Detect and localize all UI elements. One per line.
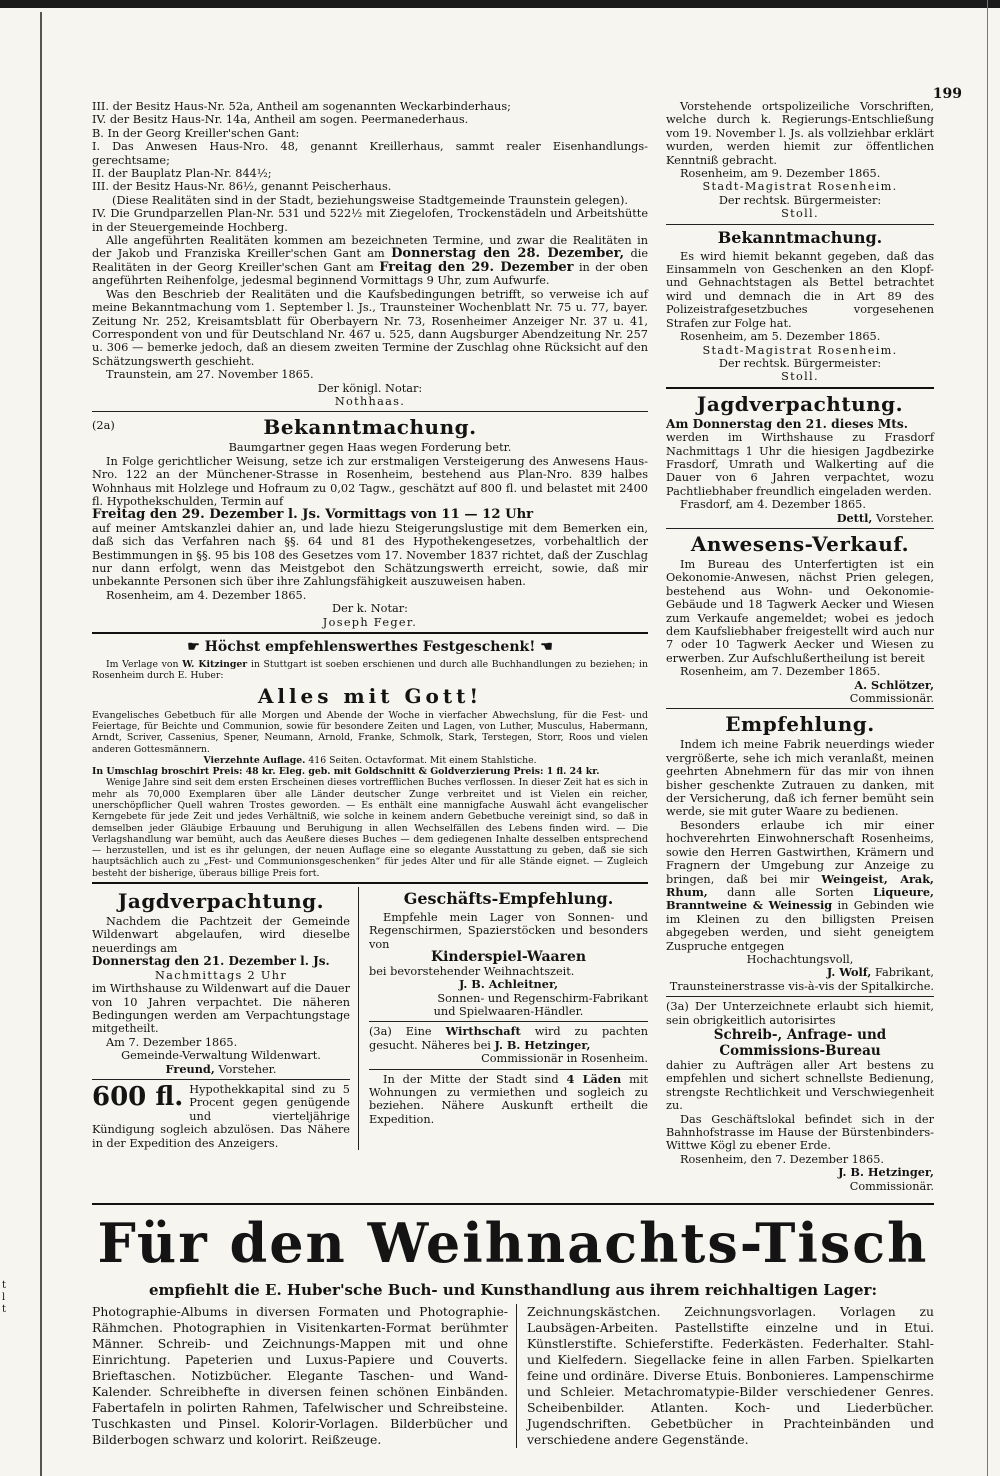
divider	[666, 996, 934, 997]
page-right-border	[987, 0, 989, 1476]
festgeschenk-ad: ☛ Höchst empfehlenswerthes Festgeschenk! ☚ Im Verlage von W. Kitzinger in Stuttgart ist soeben erschienen und durch alle Buchhandlungen zu beziehen; in Rosenheim durch E. Huber: Alles mit Gott! Evangelisches Gebetbuch für alle Morgen und Abende der Woche in vierfacher Abwechslung, für die Fest- und Feiertage, für Beichte und Communion, sowie für besondere Zeiten und Lagen, von Luther, Musculus, Habermann, Arndt, Scriver, Cassenius, Spener, Neumann, Arnold, Franke, Schmolk, Stark, Terstegen, Storr, Roos und vielen anderen Gottesmännern. Vierzehnte Auflage. 416 Seiten. Octavformat. Mit einem Stahlstiche. In Umschlag broschirt Preis: 48 kr. Eleg. geb. mit Goldschnitt & Goldverzierung Preis: 1 fl. 24 kr. Wenige Jahre sind seit dem ersten Erscheinen dieses vortrefflichen Buches verflossen. In dieser Zeit hat es sich in mehr als 70,000 Exemplaren über alle Länder deutscher Zunge verbreitet und ist Vielen ein reicher, unerschöpflicher Quell wahren Trostes geworden. — Es enthält eine mannigfache Auswahl ächt evangelischer Kerngebete für jede Zeit und jedes Verhältniß, wie solche in keinem andern Gebetbuche vereinigt sind, so daß in demselben jeder Gläubige Erbauung und Beruhigung in allen Wechselfällen des Lebens finden wird. — Die Verlagshandlung war bemüht, auch das Aeußere dieses Buches — dem gediegenen Inhalte desselben entsprechend — herzustellen, und ist es ihr gelungen, der neuen Auflage eine so elegante Ausstattung zu geben, daß sie sich hauptsächlich auch zu „Fest- und Communionsgeschenken“ für jedes Alter und für alle Stände eignet. — Zugleich besteht der bisherige, überaus billige Preis fort.	[92, 639, 648, 879]
divider	[369, 1069, 648, 1070]
margin-text: t l t	[2, 1280, 7, 1315]
weihnachts-right-list: Zeichnungskästchen. Zeichnungsvorlagen. Vorlagen zu Laubsägen-Arbeiten. Pastellstifte einzelne und in Etui. Künstlerstifte. Schieferstifte. Federkästen. Federhalter. Stahl- und Kielfedern. Siegellacke feine in allen Farben. Spielkarten feine und ordinäre. Diverse Etuis. Bonbonieres. Lampenschirme und Schleier. Metachromatypie-Bilder verschiedener Genres. Scheibenbilder. Atlanten. Koch- und Liederbücher. Jugendschriften. Gebetbücher in Prachteinbänden und verschiedene andere Gegenstände.	[527, 1304, 934, 1447]
jagdverpachtung-wildenwart: Jagdverpachtung. Nachdem die Pachtzeit der Gemeinde Wildenwart abgelaufen, wird dieselbe neuerdings am Donnerstag den 21. Dezember l. Js. Nachmittags 2 Uhr im Wirthshause zu Wildenwart auf die Dauer von 10 Jahren verpachtet. Die näheren Bedingungen werden am Verpachtungstage mitgetheilt. Am 7. Dezember 1865. Gemeinde-Verwaltung Wildenwart. Freund, Vorsteher.	[92, 889, 350, 1076]
gant-listing: III. der Besitz Haus-Nr. 52a, Antheil am sogenannten Weckarbinderhaus; IV. der Besitz Haus-Nr. 14a, Antheil am sogen. Peermanederhaus. B. In der Georg Kreiller'schen Gant: I. Das Anwesen Haus-Nro. 48, genannt Kreillerhaus, sammt realer Eisenhandlungs-gerechtsame; II. der Bauplatz Plan-Nr. 844½; III. der Besitz Haus-Nr. 86½, genannt Peischerhaus. (Diese Realitäten sind in der Stadt, beziehungsweise Stadtgemeinde Traunstein gelegen). IV. Die Grundparzellen Plan-Nr. 531 und 522½ mit Ziegelofen, Trockenstädeln und Arbeitshütte in der Steuergemeinde Hochberg. Alle angeführten Realitäten kommen am bezeichneten Termine, und zwar die Realitäten in der Jakob und Franziska Kreiller'schen Gant am Donnerstag den 28. Dezember, die Realitäten in der Georg Kreiller'schen Gant am Freitag den 29. Dezember in der oben angeführten Reihenfolge, jedesmal beginnend Vormittags 9 Uhr, zum Aufwurfe. Was den Beschrieb der Realitäten und die Kaufsbedingungen betrifft, so verweise ich auf meine Bekanntmachung vom 1. September l. Js., Traunsteiner Wochenblatt Nr. 75 u. 77, bayer. Zeitung Nr. 252, Kreisamtsblatt für Oberbayern Nr. 73, Rosenheimer Anzeiger Nr. 37 u. 41, Correspondent von und für Deutschland Nr. 467 u. 525, dann Augsburger Abendzeitung Nr. 257 u. 306 — bemerke jedoch, daß an diesem zweiten Termine der Zuschlag ohne Rücksicht auf den Schätzungswerth geschieht. Traunstein, am 27. November 1865. Der königl. Notar: Nothhaas.	[92, 100, 649, 408]
section-title: Bekanntmachung.	[263, 415, 477, 440]
divider	[92, 882, 648, 884]
ortspolizei-vorschriften: Vorstehende ortspolizeiliche Vorschriften, welche durch k. Regierungs-Entschließung vom 19. November l. Js. als vollziehbar erklärt wurden, werden hiemit zur öffentlichen Kenntniß gebracht. Rosenheim, am 9. Dezember 1865. Stadt-Magistrat Rosenheim. Der rechtsk. Bürgermeister: Stoll.	[666, 100, 934, 221]
divider	[92, 411, 648, 412]
geschaefts-empfehlung: Geschäfts-Empfehlung. Empfehle mein Lager von Sonnen- und Regenschirmen, Spazierstöcken und besonders von Kinderspiel-Waaren bei bevorstehender Weihnachtszeit. J. B. Achleitner, Sonnen- und Regenschirm-Fabrikant und Spielwaaren-Händler.	[369, 889, 648, 1018]
empfehlung-wolf: Empfehlung. Indem ich meine Fabrik neuerdings wieder vergrößerte, sehe ich mich veranlaßt, meinen geehrten Abnehmern für das mir von ihnen bisher geschenkte Zutrauen zu danken, mit der Versicherung, daß ich ferner bemüht sein werde, sie mit guter Waare zu bedienen. Besonders erlaube ich mir einer hochverehrten Einwohnerschaft Rosenheims, sowie den Herren Gastwirthen, Krämern und Fragnern der Umgebung zur Anzeige zu bringen, daß bei mir Weingeist, Arak, Rhum, dann alle Sorten Liqueure, Branntweine & Weinessig in Gebinden wie im Kleinen zu den billigsten Preisen abgegeben werden, und sieht geneigtem Zuspruche entgegen Hochachtungsvoll, J. Wolf, Fabrikant, Traunsteinerstrasse vis-à-vis der Spitalkirche.	[666, 712, 935, 993]
divider	[92, 1203, 934, 1205]
two-column-ads	[92, 887, 648, 1150]
hypothek-600: 600 fl. Hypothekkapital sind zu 5 Procent gegen genügende und vierteljährige Kündigung sogleich abzulösen. Das Nähere in der Expedition des Anzeigers.	[92, 1081, 350, 1150]
divider	[666, 708, 934, 709]
wirthschaft-gesucht: (3a) Eine Wirthschaft wird zu pachten gesucht. Näheres bei J. B. Hetzinger, Commissionär in Rosenheim.	[369, 1024, 649, 1066]
page-left-border	[40, 12, 42, 1476]
bekanntmachung-feger: (2a) Bekanntmachung. Baumgartner gegen Haas wegen Forderung betr. In Folge gerichtlicher Weisung, setze ich zur erstmaligen Versteigerung des Anwesens Haus-Nro. 122 an der Münchener-Strasse in Rosenheim, bestehend aus Plan-Nro. 839 halbes Wohnhaus mit Holzlege und Hofraum zu 0,02 Tagw., geschätzt auf 800 fl. und belastet mit 2400 fl. Hypothekschulden, Termin auf Freitag den 29. Dezember l. Js. Vormittags von 11 — 12 Uhr auf meiner Amtskanzlei dahier an, und lade hiezu Steigerungslustige mit dem Bemerken ein, daß sich das Verfahren nach §§. 64 und 81 des Hypothekengesetzes, vorbehaltlich der Bestimmungen in §§. 95 bis 108 des Gesetzes vom 17. November 1837 richtet, daß der Zuschlag nur dann erfolgt, wenn das Meistgebot den Schätzungswerth erreicht, sowie, daß mir unbekannte Personen sich über ihre Zahlungsfähigkeit auszuweisen haben. Rosenheim, am 4. Dezember 1865. Der k. Notar: Joseph Feger.	[92, 415, 648, 629]
weihnachts-left-list: Photographie-Albums in diversen Formaten und Photographie-Rähmchen. Photographien in Visitenkarten-Format berühmter Männer. Schreib- und Zeichnungs-Mappen mit und ohne Einrichtung. Papeterien und Luxus-Papiere und Couverts. Brieftaschen. Notizbücher. Elegante Taschen- und Wand-Kalender. Schreibhefte in diversen feinen schönen Einbänden. Fabertafeln in polirten Rahmen, Tafelwischer und Schreibsteine. Tuschkasten und Pinsel. Kolorir-Vorlagen. Bilderbücher und Bilderbogen schwarz und kolorirt. Reißzeuge.	[92, 1304, 517, 1448]
divider	[369, 1021, 648, 1022]
page-top-border	[0, 0, 1000, 8]
weihnachts-subtitle: empfiehlt die E. Huber'sche Buch- und Kunsthandlung aus ihrem reichhaltigen Lager:	[149, 1281, 877, 1299]
bekanntmachung-bettel: Bekanntmachung. Es wird hiemit bekannt gegeben, daß das Einsammeln von Geschenken an den Klopf- und Gehnachtstagen als Bettel betrachtet wird und demnach die in Art 89 des Polizeistrafgesetzbuches vorgesehenen Strafen zur Folge hat. Rosenheim, am 5. Dezember 1865. Stadt-Magistrat Rosenheim. Der rechtsk. Bürgermeister: Stoll.	[666, 227, 934, 384]
weihnachts-tisch-ad	[92, 1200, 934, 1448]
laeden-vermiethen: In der Mitte der Stadt sind 4 Läden mit Wohnungen zu vermiethen und sogleich zu beziehen. Nähere Auskunft ertheilt die Expedition.	[369, 1071, 649, 1126]
divider	[666, 224, 934, 225]
festgeschenk-headline: ☛ Höchst empfehlenswerthes Festgeschenk! ☚	[187, 639, 553, 656]
termin-paragraph: Alle angeführten Realitäten kommen am bezeichneten Termine, und zwar die Realitäten in der Jakob und Franziska Kreiller'schen Gant am Donnerstag den 28. Dezember, die Realitäten in der Georg Kreiller'schen Gant am Freitag den 29. Dezember in der oben angeführten Reihenfolge, jedesmal beginnend Vormittags 9 Uhr, zum Aufwurfe.	[92, 234, 649, 288]
divider	[92, 632, 648, 634]
jagdverpachtung-frasdorf: Jagdverpachtung. Am Donnerstag den 21. dieses Mts. werden im Wirthshause zu Frasdorf Nachmittags 1 Uhr die hiesigen Jagdbezirke Frasdorf, Umrath und Walkerting auf die Dauer von 6 Jahren verpachtet, wozu Pachtliebhaber freundlich eingeladen werden. Frasdorf, am 4. Dezember 1865. Dettl, Vorsteher.	[666, 391, 934, 525]
page-number: 199	[932, 86, 962, 102]
weihnachts-title: Für den Weihnachts-Tisch	[97, 1211, 929, 1275]
divider	[666, 528, 934, 529]
divider	[666, 387, 934, 389]
right-column	[666, 100, 934, 1193]
divider	[92, 1079, 350, 1080]
anwesens-verkauf: Anwesens-Verkauf. Im Bureau des Unterfertigten ist ein Oekonomie-Anwesen, nächst Prien gelegen, bestehend aus Wohn- und Oekonomie-Gebäude und 18 Tagwerk Aecker und Wiesen zum Verkaufe angemeldet; wobei es jedoch dem Kaufsliebhaber freigestellt wird auch nur 7 oder 10 Tagwerk Aecker und Wiesen zu erwerben. Zur Aufschlußertheilung ist bereit Rosenheim, am 7. Dezember 1865. A. Schlötzer, Commissionär.	[666, 531, 934, 706]
schreib-bureau: (3a) Der Unterzeichnete erlaubt sich hiemit, sein obrigkeitlich autorisirtes Schreib-, Anfrage- und Commissions-Bureau dahier zu Aufträgen aller Art bestens zu empfehlen und sichert schnellste Bedienung, strengste Rechtlichkeit und Verschwiegenheit zu. Das Geschäftslokal befindet sich in der Bahnhofstrasse im Hause der Bürstenbinders-Wittwe Kögl zu ebener Erde. Rosenheim, den 7. Dezember 1865. J. B. Hetzinger, Commissionär.	[666, 1000, 935, 1193]
book-title: Alles mit Gott!	[257, 683, 483, 708]
left-column	[92, 100, 648, 1150]
